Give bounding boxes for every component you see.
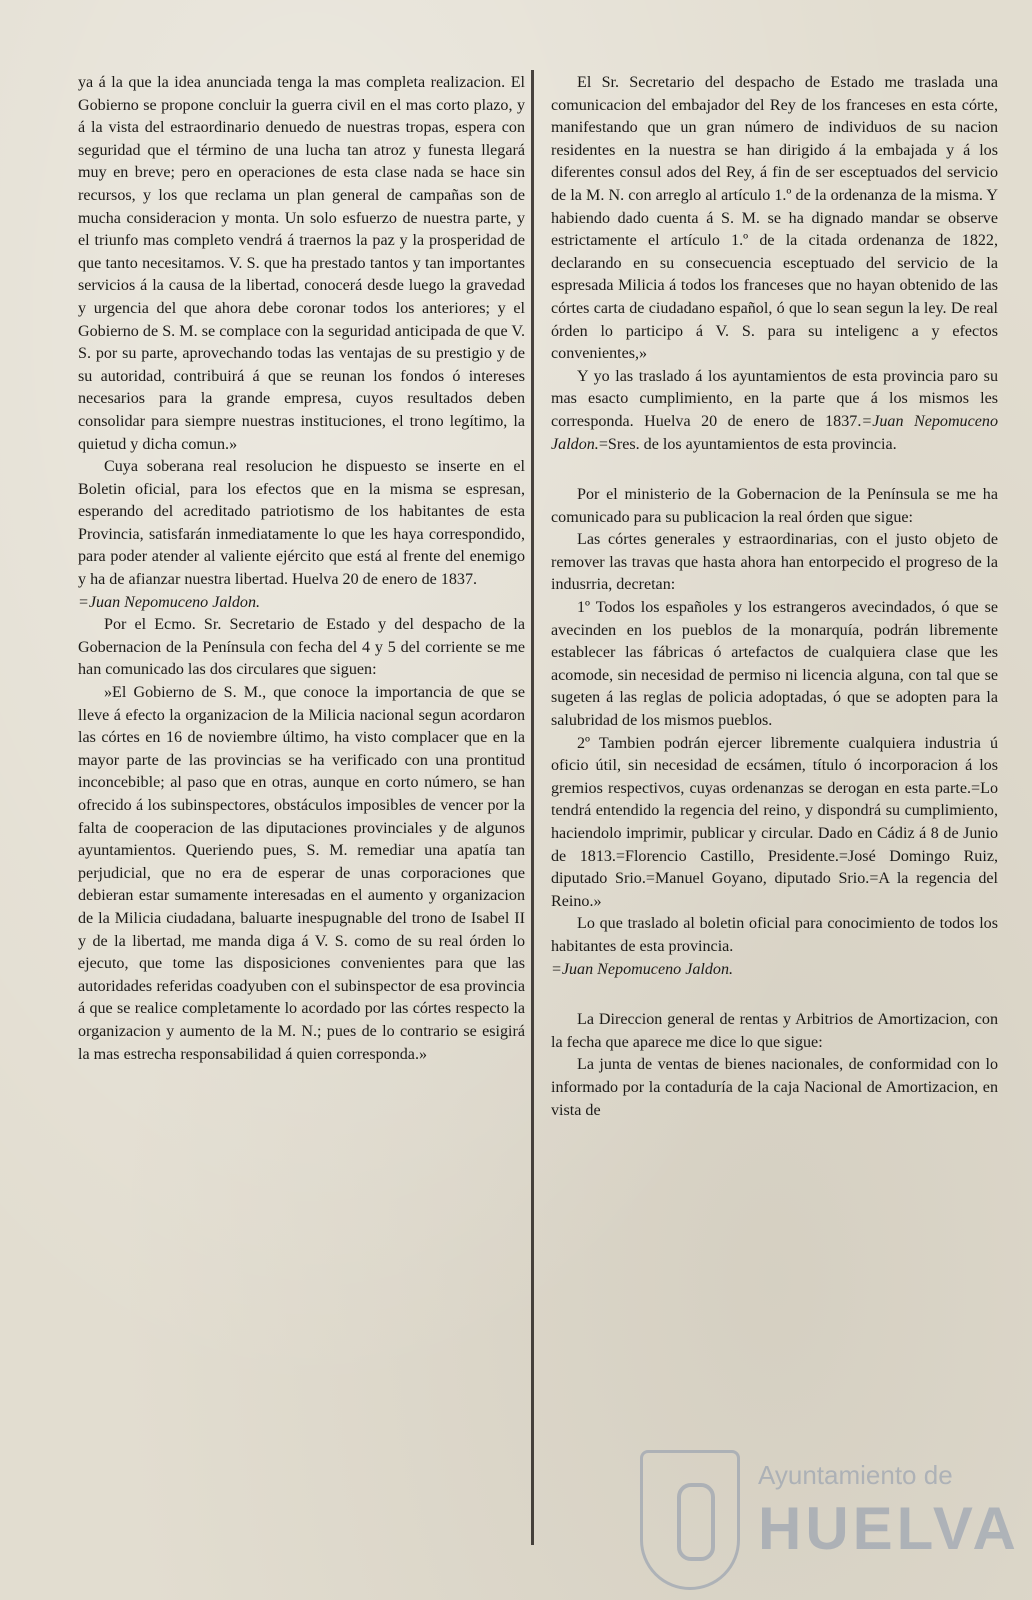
right-paragraph-9: La junta de ventas de bienes nacionales, de conformidad con lo informado por la contaduría de la caja Nacional de Amortizacion, en vista de <box>551 1056 998 1119</box>
watermark-line-2: HUELVA <box>758 1495 1020 1562</box>
column-divider <box>531 70 534 1545</box>
right-paragraph-8: La Direccion general de rentas y Arbitrios de Amortizacion, con la fecha que aparece me dice lo que sigue: <box>551 1011 998 1051</box>
right-paragraph-5: 1º Todos los españoles y los estrangeros avecindados, ó que se avecinden en los pueblos de la monarquía, podrán libremente establecer las fábricas ó artefactos de cualquiera clase que les acomode, sin necesidad de permiso ni licencia alguna, con tal que se sugeten á las reglas de policia adoptadas, ó que se adopten para la salubridad de los mismos pueblos. <box>551 599 998 730</box>
right-signature-2: =Juan Nepomuceno Jaldon. <box>551 960 734 978</box>
archive-watermark <box>640 1450 1020 1590</box>
right-signature-1: =Juan Nepomuceno Jaldon. <box>551 412 998 453</box>
right-paragraph-7 <box>551 913 998 981</box>
right-paragraph-6: 2º Tambien podrán ejercer libremente cualquiera industria ú oficio útil, sin necesidad de ecsámen, título ó incorporacion á los gremios respectivos, cuyas ordenanzas se derogan en esta parte.=Lo tendrá entendido la regencia del reino, y dispondrá su cumplimiento, haciendolo imprimir, publicar y circular. Dado en Cádiz á 8 de Junio de 1813.=Florencio Castillo, Presidente.=José Domingo Ruiz, diputado Srio.=Manuel Goyano, diputado Srio.=A la regencia del Reino.» <box>551 734 998 910</box>
left-column <box>78 72 525 1066</box>
right-paragraph-2-tail: =Sres. de los ayuntamientos de esta provincia. <box>598 435 897 453</box>
right-paragraph-4: Las córtes generales y estraordinarias, con el justo objeto de remover las travas que hasta ahora han entorpecido el progreso de la indusrria, decretan: <box>551 531 998 594</box>
shield-icon <box>640 1450 740 1590</box>
left-paragraph-4: »El Gobierno de S. M., que conoce la importancia de que se lleve á efecto la organizacion de la Milicia nacional segun acordaron las córtes en 16 de noviembre último, ha visto complacer que en la mayor parte de las provincias se ha verificado con una prontitud inconcebible; al paso que en otras, aunque en corto número, se han ofrecido á los subinspectores, obstáculos imposibles de vencer por la falta de cooperacion de las diputaciones provinciales y de algunos ayuntamientos. Queriendo pues, S. M. remediar una apatía tan perjudicial, que no era de esperar de unas corporaciones que debieran estar sumamente interesadas en el aumento y organizacion de la Milicia ciudadana, baluarte inespugnable del trono de Isabel II y de la libertad, me manda diga á V. S. como de su real órden lo ejecuto, que tome las disposiciones convenientes para que las autoridades referidas coadyuben con el subinspector de esa provincia á que se realice completamente lo acordado por las córtes respecto la organizacion y aumento de la M. N.; pues de lo contrario se esigirá la mas estrecha responsabilidad á quien corresponda.» <box>78 684 525 1063</box>
left-paragraph-2-text: Cuya soberana real resolucion he dispuesto se inserte en el Boletin oficial, para los efectos que en la misma se espresan, esperando del acreditado patriotismo de los habitantes de esta Provincia, satisfarán inmediatamente lo que les haya correspondido, para poder atender al valiente ejército que está al frente del enemigo y ha de afianzar nuestra libertad. Huelva 20 de enero de 1837. <box>78 458 525 589</box>
left-paragraph-3: Por el Ecmo. Sr. Secretario de Estado y del despacho de la Gobernacion de la Península con fecha del 4 y 5 del corriente se me han comunicado las dos circulares que siguen: <box>78 616 525 679</box>
right-paragraph-2 <box>551 366 998 456</box>
right-paragraph-3: Por el ministerio de la Gobernacion de la Península se me ha comunicado para su publicacion la real órden que sigue: <box>551 486 998 526</box>
watermark-line-1: Ayuntamiento de <box>758 1460 953 1490</box>
left-paragraph-2 <box>78 456 525 614</box>
left-signature: =Juan Nepomuceno Jaldon. <box>78 593 261 611</box>
right-paragraph-1: El Sr. Secretario del despacho de Estado me traslada una comunicacion del embajador del Rey de los franceses en esta córte, manifestando que un gran número de individuos de su nacion residentes en la nuestra se han dirigido á la embajada y á los diferentes consul ados del Rey, á fin de ser esceptuados del servicio de la M. N. con arreglo al artículo 1.º de la ordenanza de la misma. Y habiendo dado cuenta á S. M. se ha dignado mandar se observe estrictamente el artículo 1.º de la citada ordenanza de 1822, declarando en su consecuencia esceptuado del servicio de la espresada Milicia á todos los franceses que no hayan obtenido de las córtes carta de ciudadano español, ó que lo sean segun la ley. De real órden lo participo á V. S. para su inteligenc a y efectos convenientes,» <box>551 74 998 363</box>
left-paragraph-1: ya á la que la idea anunciada tenga la mas completa realizacion. El Gobierno se propone concluir la guerra civil en el mas corto plazo, y á la vista del estraordinario denuedo de nuestras tropas, espera con seguridad que el término de una lucha tan atroz y funesta llegará muy en breve; pero en operaciones de esta clase nada se hace sin recursos, y los que reclama un plan general de campañas son de mucha consideracion y monta. Un solo esfuerzo de nuestra parte, y el triunfo mas completo vendrá á traernos la paz y la prosperidad de que tanto necesitamos. V. S. que ha prestado tantos y tan importantes servicios á la causa de la libertad, conocerá desde luego la gravedad y urgencia del que ahora debe coronar todos los anteriores; y el Gobierno de S. M. se complace con la seguridad anticipada de que V. S. por su parte, aprovechando todas las ventajas de su prestigio y de su autoridad, contribuirá á que se reunan los fondos ó intereses necesarios para la grande empresa, cuyos resultados deben consolidar para siempre nuestras instituciones, el trono legítimo, la quietud y dicha comun.» <box>78 74 525 453</box>
right-paragraph-7-text: Lo que traslado al boletin oficial para conocimiento de todos los habitantes de esta provincia. <box>551 915 998 955</box>
right-paragraph-2-text: Y yo las traslado á los ayuntamientos de esta provincia paro su mas esacto cumplimiento, en la parte que á los mismos les corresponda. Huelva 20 de enero de 1837. <box>551 367 998 430</box>
right-column <box>551 72 998 1122</box>
